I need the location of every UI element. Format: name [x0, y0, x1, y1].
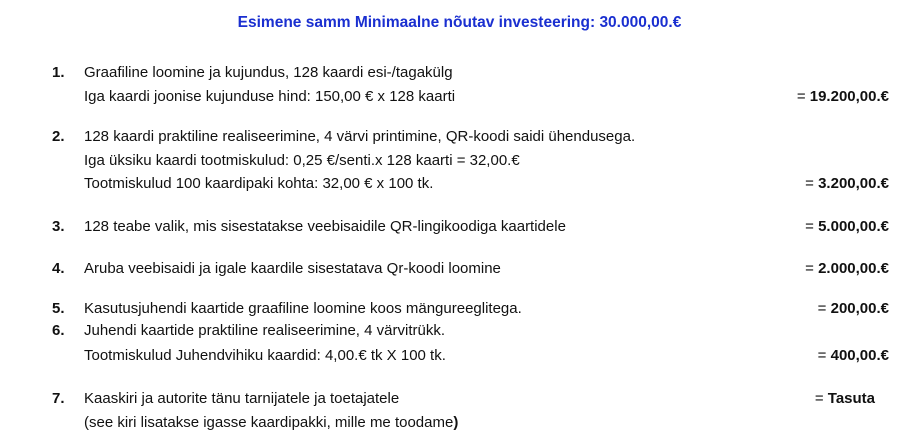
item-number: 1. [52, 64, 65, 81]
item-line: (see kiri lisatakse igasse kaardipakki, mille me toodame) [84, 414, 459, 431]
item-amount: = 3.200,00.€ [805, 175, 889, 192]
item-number: 2. [52, 128, 65, 145]
item-line: Juhendi kaartide praktiline realiseerimine, 4 värvitrükk. [84, 322, 445, 339]
item-amount: = 19.200,00.€ [796, 88, 889, 105]
item-line: Graafiline loomine ja kujundus, 128 kaardi esi-/tagakülg [84, 64, 453, 81]
item-amount: = 2.000,00.€ [805, 260, 889, 277]
page-title: Esimene samm Minimaalne nõutav investeering: 30.000,00.€ [237, 14, 682, 31]
item-line: Kasutusjuhendi kaartide graafiline loomine koos mängureeglitega. [84, 300, 522, 317]
item-line: 128 teabe valik, mis sisestatakse veebisaidile QR-lingikoodiga kaartidele [84, 218, 566, 235]
item-amount: = Tasuta [814, 390, 875, 407]
item-number: 4. [52, 260, 65, 277]
item-amount: = 400,00.€ [817, 347, 889, 364]
item-amount: = 200,00.€ [817, 300, 889, 317]
item-line: Tootmiskulud Juhendvihiku kaardid: 4,00.€ tk X 100 tk. [84, 347, 446, 364]
item-number: 7. [52, 390, 65, 407]
item-number: 5. [52, 300, 65, 317]
item-line: Aruba veebisaidi ja igale kaardile sisestatava Qr-koodi loomine [84, 260, 501, 277]
item-amount: = 5.000,00.€ [805, 218, 889, 235]
item-line: Iga üksiku kaardi tootmiskulud: 0,25 €/senti.x 128 kaarti = 32,00.€ [84, 152, 520, 169]
item-line: Kaaskiri ja autorite tänu tarnijatele ja toetajatele [84, 390, 400, 407]
item-number: 3. [52, 218, 65, 235]
item-line: 128 kaardi praktiline realiseerimine, 4 värvi printimine, QR-koodi saidi ühendusega. [84, 128, 636, 145]
item-line: Tootmiskulud 100 kaardipaki kohta: 32,00 € x 100 tk. [84, 175, 434, 192]
item-line: Iga kaardi joonise kujunduse hind: 150,00 € x 128 kaarti [84, 88, 456, 105]
item-number: 6. [52, 322, 65, 339]
